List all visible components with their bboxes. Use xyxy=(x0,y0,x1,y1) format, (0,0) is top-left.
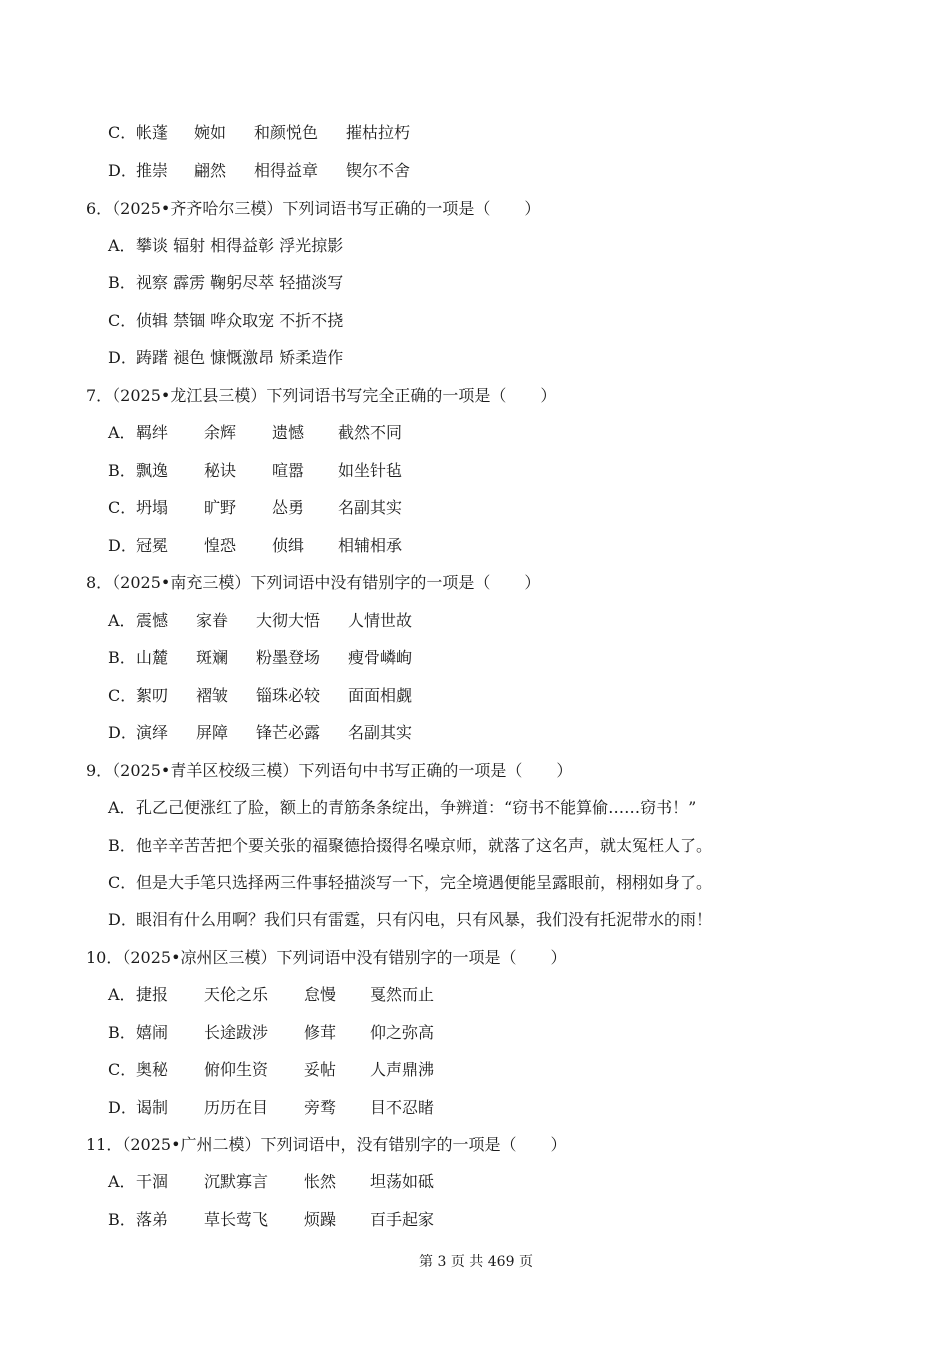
option-label: A． xyxy=(108,985,136,1004)
q10-option-b xyxy=(108,1022,434,1044)
option-word: 沉默寡言 xyxy=(204,1172,269,1191)
option-label: A． xyxy=(108,1172,136,1191)
option-label: D． xyxy=(108,910,137,929)
option-word: 奥秘 xyxy=(136,1060,169,1079)
option-word: 目不忍睹 xyxy=(370,1098,435,1117)
option-label: B． xyxy=(108,836,136,855)
option-word: 落弟 xyxy=(136,1210,169,1229)
option-label: B． xyxy=(108,273,136,292)
answer-paren-close: ） xyxy=(550,1135,567,1154)
question-text: 8．（2025•南充三模）下列词语中没有错别字的一项是（ xyxy=(86,573,491,592)
option-word: 褶皱 xyxy=(196,686,229,705)
footer-post: 页 xyxy=(518,1254,533,1270)
q10-option-a xyxy=(108,984,434,1006)
option-word: 屏障 xyxy=(196,723,229,742)
option-word: 锲尔不舍 xyxy=(346,161,411,180)
question-text: 10．（2025•凉州区三模）下列词语中没有错别字的一项是（ xyxy=(86,948,517,967)
option-label: B． xyxy=(108,461,136,480)
option-label: C． xyxy=(108,311,137,330)
option-word: 粉墨登场 xyxy=(256,648,321,667)
option-label: C． xyxy=(108,498,137,517)
option-word: 妥帖 xyxy=(304,1060,337,1079)
q7-option-b xyxy=(108,460,402,482)
option-label: C． xyxy=(108,873,137,892)
option-word: 遗憾 xyxy=(272,423,305,442)
option-word: 惶恐 xyxy=(204,536,237,555)
q9-option-d xyxy=(108,909,712,931)
option-word: 锋芒必露 xyxy=(256,723,321,742)
q8-option-a xyxy=(108,610,412,632)
option-word: 捷报 xyxy=(136,985,169,1004)
q5-option-c xyxy=(108,122,410,144)
option-word: 怠慢 xyxy=(304,985,337,1004)
option-label: A． xyxy=(108,236,136,255)
option-word: 冠冕 xyxy=(136,536,169,555)
option-label: A． xyxy=(108,798,136,817)
option-word: 旁骛 xyxy=(304,1098,337,1117)
question-text: 11．（2025•广州二模）下列词语中，没有错别字的一项是（ xyxy=(86,1135,517,1154)
option-label: D． xyxy=(108,723,137,742)
option-word: 喧嚣 xyxy=(272,461,305,480)
page-number: 3 xyxy=(437,1254,447,1270)
option-word: 截然不同 xyxy=(338,423,403,442)
option-word: 相辅相承 xyxy=(338,536,403,555)
option-word: 翩然 xyxy=(194,161,227,180)
option-word: 坦荡如砥 xyxy=(370,1172,435,1191)
option-text: 但是大手笔只选择两三件事轻描淡写一下，完全境遇便能呈露眼前，栩栩如身了。 xyxy=(136,873,713,892)
option-word: 嬉闹 xyxy=(136,1023,169,1042)
q10-stem xyxy=(86,947,567,969)
option-word: 人声鼎沸 xyxy=(370,1060,435,1079)
option-word: 侦缉 xyxy=(272,536,305,555)
option-label: B． xyxy=(108,1023,136,1042)
option-text: 攀谈 辐射 相得益彰 浮光掠影 xyxy=(136,236,344,255)
option-word: 锱珠必较 xyxy=(256,686,321,705)
option-word: 秘诀 xyxy=(204,461,237,480)
q9-option-b xyxy=(108,835,712,857)
option-word: 震憾 xyxy=(136,611,169,630)
option-text: 视察 霹雳 鞠躬尽萃 轻描淡写 xyxy=(136,273,344,292)
option-text: 他辛辛苦苦把个要关张的福聚德拾掇得名噪京师，就落了这名声，就太冤枉人了。 xyxy=(136,836,713,855)
option-label: B． xyxy=(108,648,136,667)
page-footer xyxy=(0,1251,952,1271)
q7-option-c xyxy=(108,497,402,519)
option-word: 婉如 xyxy=(194,123,227,142)
q6-stem xyxy=(86,198,540,220)
q9-option-c xyxy=(108,872,712,894)
option-word: 家眷 xyxy=(196,611,229,630)
q6-option-b xyxy=(108,272,343,294)
option-word: 旷野 xyxy=(204,498,237,517)
option-word: 烦躁 xyxy=(304,1210,337,1229)
option-word: 演绎 xyxy=(136,723,169,742)
option-text: 眼泪有什么用啊？我们只有雷霆，只有闪电，只有风暴，我们没有托泥带水的雨！ xyxy=(136,910,713,929)
option-word: 干涸 xyxy=(136,1172,169,1191)
option-word: 飘逸 xyxy=(136,461,169,480)
option-word: 俯仰生资 xyxy=(204,1060,269,1079)
option-word: 斑斓 xyxy=(196,648,229,667)
option-label: B． xyxy=(108,1210,136,1229)
option-word: 草长莺飞 xyxy=(204,1210,269,1229)
option-word: 名副其实 xyxy=(348,723,413,742)
q8-option-b xyxy=(108,647,412,669)
option-word: 摧枯拉朽 xyxy=(346,123,411,142)
q10-option-c xyxy=(108,1059,434,1081)
q9-option-a xyxy=(108,797,696,819)
option-word: 絮叨 xyxy=(136,686,169,705)
answer-paren-close: ） xyxy=(524,199,541,218)
option-word: 帐蓬 xyxy=(136,123,169,142)
answer-paren-close: ） xyxy=(556,761,573,780)
q7-option-a xyxy=(108,422,402,444)
footer-mid: 页 共 xyxy=(450,1254,484,1270)
option-word: 怅然 xyxy=(304,1172,337,1191)
option-text: 踌躇 褪色 慷慨激昂 矫柔造作 xyxy=(136,348,344,367)
question-text: 7．（2025•龙江县三模）下列词语书写完全正确的一项是（ xyxy=(86,386,507,405)
option-word: 谒制 xyxy=(136,1098,169,1117)
option-word: 百手起家 xyxy=(370,1210,435,1229)
option-word: 瘦骨嶙峋 xyxy=(348,648,413,667)
option-label: C． xyxy=(108,686,137,705)
option-word: 修茸 xyxy=(304,1023,337,1042)
option-word: 大彻大悟 xyxy=(256,611,321,630)
total-pages: 469 xyxy=(487,1254,515,1270)
option-label: D． xyxy=(108,161,137,180)
option-word: 天伦之乐 xyxy=(204,985,269,1004)
option-word: 历历在目 xyxy=(204,1098,269,1117)
q7-option-d xyxy=(108,535,402,557)
q8-stem xyxy=(86,572,540,594)
option-label: D． xyxy=(108,1098,137,1117)
answer-paren-close: ） xyxy=(550,948,567,967)
option-label: C． xyxy=(108,123,137,142)
option-word: 山麓 xyxy=(136,648,169,667)
option-text: 孔乙己便涨红了脸，额上的青筋条条绽出，争辨道：“窃书不能算偷……窃书！” xyxy=(136,798,697,817)
q9-stem xyxy=(86,760,572,782)
q6-option-d xyxy=(108,347,343,369)
option-word: 仰之弥高 xyxy=(370,1023,435,1042)
option-word: 如坐针毡 xyxy=(338,461,403,480)
q11-option-b xyxy=(108,1209,434,1231)
option-label: C． xyxy=(108,1060,137,1079)
question-text: 6．（2025•齐齐哈尔三模）下列词语书写正确的一项是（ xyxy=(86,199,491,218)
q6-option-a xyxy=(108,235,343,257)
option-word: 推崇 xyxy=(136,161,169,180)
answer-paren-close: ） xyxy=(524,573,541,592)
option-word: 怂勇 xyxy=(272,498,305,517)
answer-paren-close: ） xyxy=(540,386,557,405)
option-word: 余辉 xyxy=(204,423,237,442)
question-text: 9．（2025•青羊区校级三模）下列语句中书写正确的一项是（ xyxy=(86,761,523,780)
option-word: 面面相觑 xyxy=(348,686,413,705)
option-word: 和颜悦色 xyxy=(254,123,319,142)
option-word: 戛然而止 xyxy=(370,985,435,1004)
q11-stem xyxy=(86,1134,567,1156)
option-word: 羁绊 xyxy=(136,423,169,442)
option-label: D． xyxy=(108,536,137,555)
option-label: D． xyxy=(108,348,137,367)
footer-pre: 第 xyxy=(419,1254,434,1270)
option-word: 坍塌 xyxy=(136,498,169,517)
option-label: A． xyxy=(108,611,136,630)
q11-option-a xyxy=(108,1171,434,1193)
option-label: A． xyxy=(108,423,136,442)
q5-option-d xyxy=(108,160,410,182)
option-word: 相得益章 xyxy=(254,161,319,180)
q10-option-d xyxy=(108,1097,434,1119)
q8-option-d xyxy=(108,722,412,744)
q8-option-c xyxy=(108,685,412,707)
option-word: 长途跋涉 xyxy=(204,1023,269,1042)
q7-stem xyxy=(86,385,556,407)
option-word: 名副其实 xyxy=(338,498,403,517)
option-text: 侦辑 禁锢 哗众取宠 不折不挠 xyxy=(136,311,344,330)
option-word: 人情世故 xyxy=(348,611,413,630)
q6-option-c xyxy=(108,310,343,332)
